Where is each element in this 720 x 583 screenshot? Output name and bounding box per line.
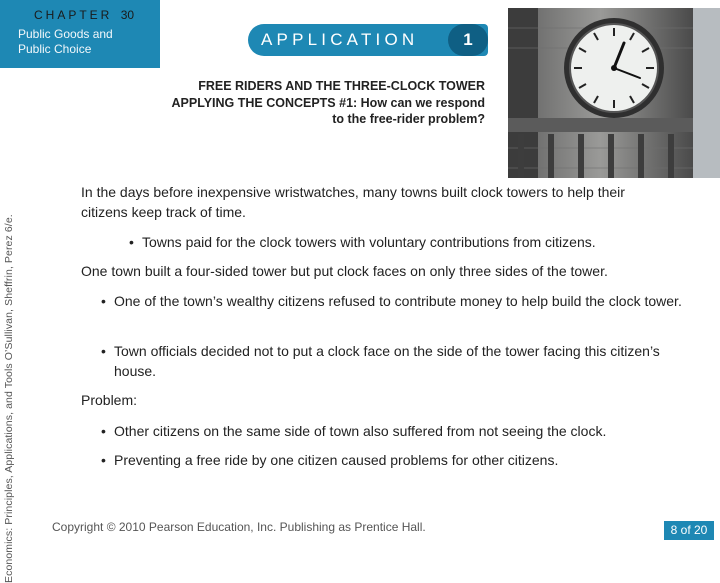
clock-tower-image	[508, 8, 720, 178]
bullet-text: One of the town’s wealthy citizens refused to contribute money to help build the clock tower.	[114, 293, 682, 309]
bullet-dot: •	[101, 343, 106, 359]
bullet-dot: •	[101, 452, 106, 468]
paragraph-problem: Problem:	[81, 392, 138, 408]
headline-question-line1: APPLYING THE CONCEPTS #1: How can we respond	[171, 95, 485, 110]
page-number-badge: 8 of 20	[664, 521, 714, 540]
paragraph-intro: In the days before inexpensive wristwatches, many towns built clock towers to help their citizens keep track of time.	[81, 184, 625, 220]
headline	[110, 78, 485, 128]
bullet-dot: •	[129, 234, 134, 250]
bullet-text: Preventing a free ride by one citizen caused problems for other citizens.	[114, 452, 559, 468]
chapter-label: CHAPTER	[34, 8, 113, 22]
bullet-dot: •	[101, 293, 106, 309]
headline-question-line2: to the free-rider problem?	[332, 112, 485, 126]
headline-title: FREE RIDERS AND THE THREE-CLOCK TOWER	[198, 79, 485, 93]
bullet-other-citizens	[101, 421, 701, 441]
bullet-wealthy-citizen	[101, 291, 696, 311]
sidebar-strip	[0, 68, 20, 583]
chapter-box	[0, 0, 160, 68]
clock-tower-photo	[508, 8, 720, 178]
bullet-voluntary-contributions	[129, 232, 689, 252]
bullet-text: Town officials decided not to put a clock face on the side of the tower facing this citizen’s house.	[114, 343, 660, 379]
application-number: 1	[448, 24, 488, 56]
paragraph-four-sided-tower: One town built a four-sided tower but put clock faces on only three sides of the tower.	[81, 263, 608, 279]
bullet-free-ride-problems	[101, 450, 701, 470]
bullet-text: Other citizens on the same side of town also suffered from not seeing the clock.	[114, 423, 607, 439]
application-label: APPLICATION	[261, 30, 419, 49]
bullet-dot: •	[101, 423, 106, 439]
book-citation: Economics: Principles, Applications, and Tools O’Sullivan, Sheffrin, Perez 6/e.	[3, 214, 15, 583]
bullet-text: Towns paid for the clock towers with voluntary contributions from citizens.	[142, 234, 596, 250]
copyright-footer: Copyright © 2010 Pearson Education, Inc. Publishing as Prentice Hall.	[52, 520, 426, 534]
bullet-town-officials	[101, 341, 696, 381]
chapter-heading	[34, 8, 134, 22]
chapter-number: 30	[120, 8, 135, 22]
chapter-subtitle: Public Goods and Public Choice	[18, 27, 113, 56]
